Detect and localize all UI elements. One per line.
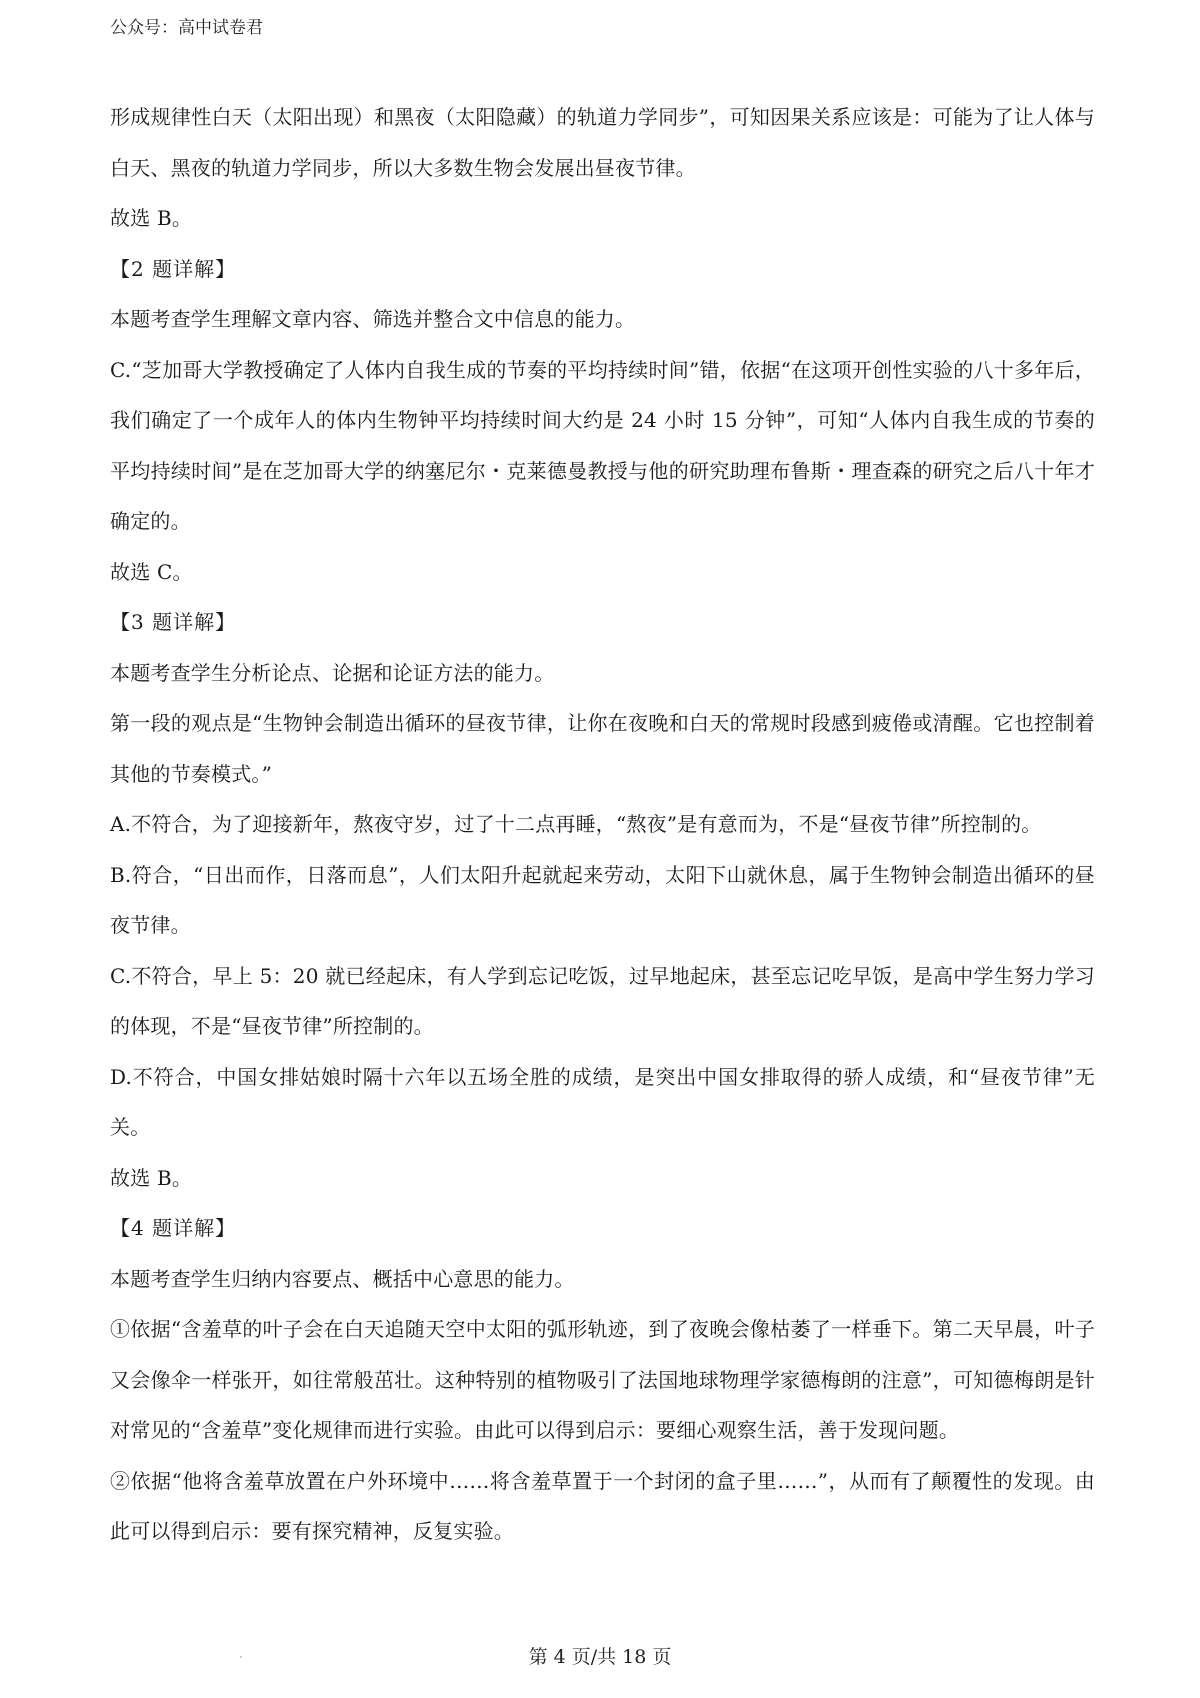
paragraph: C.“芝加哥大学教授确定了人体内自我生成的节奏的平均持续时间”错，依据“在这项开创性实验的八十多年后，我们确定了一个成年人的体内生物钟平均持续时间大约是 24 小时 15 分钟”，可知“人体内自我生成的节奏的平均持续时间”是在芝加哥大学的纳塞尼尔・克莱德曼教授与他的研究助理布鲁斯・理查森的研究之后八十年才确定的。 [110,357,1095,533]
section-heading: 【3 题详解】 [110,610,237,634]
paragraph: 本题考查学生归纳内容要点、概括中心意思的能力。 [110,1266,575,1291]
option-analysis: B.符合，“日出而作，日落而息”，人们太阳升起就起来劳动，太阳下山就休息，属于生物钟会制造出循环的昼夜节律。 [110,862,1095,937]
paragraph: 本题考查学生分析论点、论据和论证方法的能力。 [110,660,555,685]
section-heading: 【4 题详解】 [110,1216,237,1240]
paragraph: ②依据“他将含羞草放置在户外环境中……将含羞草置于一个封闭的盒子里……”，从而有了颠覆性的发现。由此可以得到启示：要有探究精神，反复实验。 [110,1468,1095,1543]
header-account-label: 公众号：高中试卷君 [110,18,263,38]
paragraph: 本题考查学生理解文章内容、筛选并整合文中信息的能力。 [110,307,636,331]
option-analysis: D.不符合，中国女排姑娘时隔十六年以五场全胜的成绩，是突出中国女排取得的骄人成绩，和“昼夜节律”无关。 [110,1064,1095,1139]
answer-line: 故选 B。 [110,206,193,230]
option-analysis: C.不符合，早上 5：20 就已经起床，有人学到忘记吃饭，过早地起床，甚至忘记吃早饭，是高中学生努力学习的体现，不是“昼夜节律”所控制的。 [110,963,1095,1038]
paragraph: ①依据“含羞草的叶子会在白天追随天空中太阳的弧形轨迹，到了夜晚会像枯萎了一样垂下。第二天早晨，叶子又会像伞一样张开，如往常般茁壮。这种特别的植物吸引了法国地球物理学家德梅朗的注意”，可知德梅朗是针对常见的“含羞草”变化规律而进行实验。由此可以得到启示：要细心观察生活，善于发现问题。 [110,1317,1095,1442]
answer-line: 故选 C。 [110,559,193,584]
option-analysis: A.不符合，为了迎接新年，熬夜守岁，过了十二点再睡，“熬夜”是有意而为，不是“昼夜节律”所控制的。 [110,812,1042,836]
paragraph: 形成规律性白天（太阳出现）和黑夜（太阳隐藏）的轨道力学同步”，可知因果关系应该是：可能为了让人体与白天、黑夜的轨道力学同步，所以大多数生物会发展出昼夜节律。 [110,105,1095,180]
page-number: 第 4 页/共 18 页 [528,1646,672,1668]
answer-line: 故选 B。 [110,1165,193,1190]
document-body [110,92,1095,1557]
paragraph: 第一段的观点是“生物钟会制造出循环的昼夜节律，让你在夜晚和白天的常规时段感到疲倦或清醒。它也控制着其他的节奏模式。” [110,711,1095,786]
section-heading: 【2 题详解】 [110,256,237,281]
